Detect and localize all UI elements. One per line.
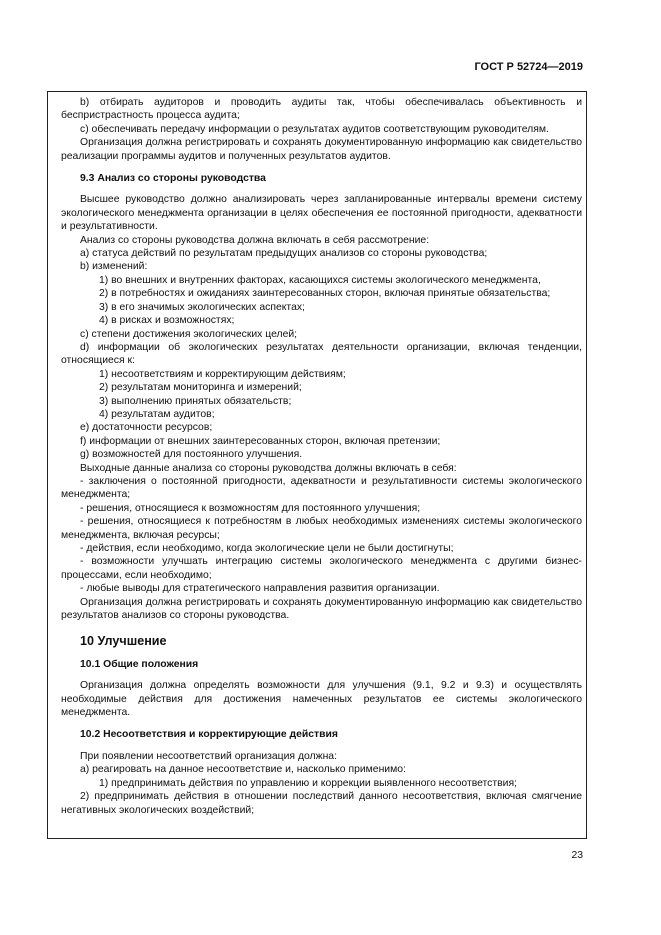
sub-list-item: 1) во внешних и внутренних факторах, касающихся системы экологического менеджмента, <box>99 274 541 286</box>
sub-list-item: 4) в рисках и возможностях; <box>99 315 235 327</box>
list-item: f) информации от внешних заинтересованных сторон, включая претензии; <box>80 435 441 447</box>
sub-list-item: 3) в его значимых экологических аспектах; <box>99 301 305 313</box>
page-content <box>61 96 582 817</box>
dash-item: - действия, если необходимо, когда экологические цели не были достигнуты; <box>80 543 454 554</box>
paragraph: Организация должна регистрировать и сохранять документированную информацию как свидетельство реализации программы аудитов и полученных результатов аудитов. <box>61 137 582 162</box>
list-item: c) степени достижения экологических целей; <box>80 328 298 340</box>
paragraph: Организация должна регистрировать и сохранять документированную информацию как свидетельство результатов анализов со стороны руководства. <box>61 596 582 622</box>
section-heading: 10.1 Общие положения <box>80 658 199 670</box>
sub-list-item: 1) несоответствиям и корректирующим действиям; <box>99 368 346 380</box>
dash-item: - возможности улучшать интеграцию системы экологического менеджмента с другими бизнес-процессами, если необходимо; <box>61 556 582 581</box>
dash-item: - решения, относящиеся к потребностям в любых необходимых изменениях системы экологического менеджмента, включая ресурсы; <box>61 516 582 541</box>
sub-list-item: 4) результатам аудитов; <box>99 408 215 420</box>
chapter-heading: 10 Улучшение <box>80 634 167 649</box>
section-heading: 9.3 Анализ со стороны руководства <box>80 173 266 185</box>
sub-list-item: 1) предпринимать действия по управлению и коррекции выявленного несоответствия; <box>99 777 517 789</box>
dash-item: - любые выводы для стратегического направления развития организации. <box>80 583 440 595</box>
document-header: ГОСТ Р 52724—2019 <box>474 61 583 73</box>
paragraph: При появлении несоответствий организация должна: <box>80 750 337 762</box>
paragraph: Высшее руководство должно анализировать через запланированные интервалы времени систему экологического менеджмента организации в целях обеспечения ее постоянной пригодности, адекватности и результативности. <box>61 194 582 233</box>
list-item: g) возможностей для постоянного улучшения. <box>80 449 303 461</box>
list-item: d) информации об экологических результатах деятельности организации, включая тенденции, относящиеся к: <box>61 341 582 367</box>
dash-item: - решения, относящиеся к возможностям для постоянного улучшения; <box>80 502 421 514</box>
list-item: e) достаточности ресурсов; <box>80 422 213 434</box>
list-item: b) отбирать аудиторов и проводить аудиты так, чтобы обеспечивалась объективность и беспристрастность процесса аудита; <box>61 97 582 122</box>
sub-list-item: 2) в потребностях и ожиданиях заинтересованных сторон, включая принятые обязательства; <box>99 288 551 300</box>
list-item: c) обеспечивать передачу информации о результатах аудитов соответствующим руководителям. <box>80 123 549 135</box>
page-number: 23 <box>571 850 583 861</box>
paragraph: Выходные данные анализа со стороны руководства должны включать в себя: <box>80 462 457 474</box>
dash-item: - заключения о постоянной пригодности, адекватности и результативности системы экологического менеджмента; <box>61 475 582 501</box>
paragraph: Анализ со стороны руководства должна включать в себя рассмотрение: <box>80 234 430 246</box>
sub-list-item: 2) предпринимать действия в отношении последствий данного несоответствия, включая смягчение негативных экологических воздействий; <box>61 791 582 816</box>
list-item: b) изменений: <box>80 261 148 273</box>
list-item: a) реагировать на данное несоответствие и, насколько применимо: <box>80 764 406 776</box>
sub-list-item: 3) выполнению принятых обязательств; <box>99 395 292 407</box>
section-heading: 10.2 Несоответствия и корректирующие действия <box>80 729 338 741</box>
paragraph: Организация должна определять возможности для улучшения (9.1, 9.2 и 9.3) и осуществлять необходимые действия для достижения намеченных результатов ее системы экологического менеджмента. <box>61 680 582 719</box>
sub-list-item: 2) результатам мониторинга и измерений; <box>99 382 302 394</box>
list-item: a) статуса действий по результатам предыдущих анализов со стороны руководства; <box>80 248 488 260</box>
